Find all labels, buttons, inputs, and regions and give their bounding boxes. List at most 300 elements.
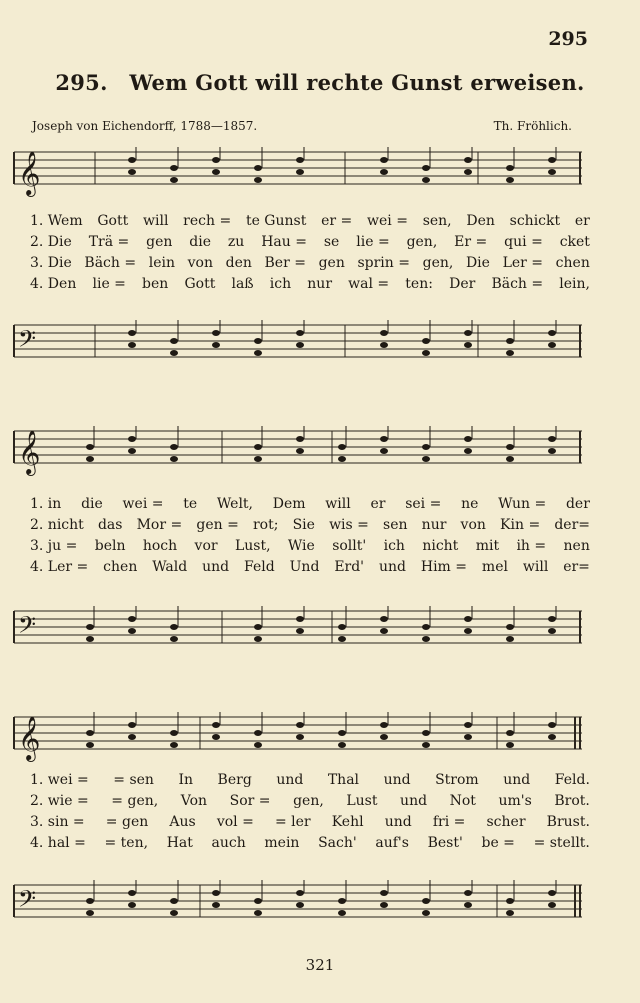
treble-staff-1 (0, 147, 640, 197)
lyric-syllable: auf's (375, 835, 409, 851)
lyric-syllable: 1. in (30, 496, 62, 512)
lyric-syllable: Welt, (216, 496, 253, 512)
notehead (254, 350, 262, 356)
notehead (422, 636, 430, 642)
lyric-syllable: Best' (427, 835, 463, 851)
notehead (464, 330, 472, 336)
notehead (86, 444, 94, 450)
notehead (254, 456, 262, 462)
notehead (212, 330, 220, 336)
lyric-syllable: Brust. (546, 814, 590, 830)
lyric-syllable: 4. Den (30, 276, 77, 292)
notehead (422, 742, 430, 748)
notehead (506, 730, 514, 736)
notehead (212, 734, 220, 740)
lyric-syllable: Gott (184, 276, 216, 292)
lyric-syllable: 2. Die (30, 234, 72, 250)
lyric-syllable: und (503, 772, 531, 788)
lyric-syllable: lie = (92, 276, 126, 292)
notehead (212, 342, 220, 348)
notehead (422, 910, 430, 916)
bass-staff-2 (0, 606, 640, 656)
notehead (212, 157, 220, 163)
notehead (422, 350, 430, 356)
notehead (548, 890, 556, 896)
notehead (338, 636, 346, 642)
lyric-syllable: Der (449, 276, 476, 292)
lyric-syllable: be = (481, 835, 515, 851)
notehead (506, 910, 514, 916)
notehead (128, 890, 136, 896)
lyric-syllable: Die (465, 255, 490, 271)
notehead (170, 742, 178, 748)
verse-line (30, 515, 590, 536)
lyric-syllable: 4. Ler = (30, 559, 89, 575)
lyric-syllable: ten: (405, 276, 433, 292)
lyric-syllable: mel (481, 559, 508, 575)
composer: Th. Fröhlich. (493, 119, 572, 133)
notehead (254, 742, 262, 748)
notehead (422, 338, 430, 344)
notehead (464, 902, 472, 908)
notehead (380, 734, 388, 740)
notehead (254, 165, 262, 171)
lyric-syllable: und (384, 814, 412, 830)
notehead (380, 330, 388, 336)
lyric-syllable: rot; (252, 517, 279, 533)
notehead (86, 624, 94, 630)
lyric-syllable: sollt' (332, 538, 367, 554)
notehead (422, 730, 430, 736)
lyric-syllable: er (370, 496, 386, 512)
lyric-syllable: 2. wie = (30, 793, 89, 809)
notehead (128, 436, 136, 442)
treble-clef-icon: 𝄞 (18, 430, 41, 474)
lyric-syllable: wei = (122, 496, 164, 512)
notehead (128, 616, 136, 622)
notehead (86, 910, 94, 916)
notehead (296, 169, 304, 175)
lyric-syllable: lie = (356, 234, 390, 250)
notehead (506, 898, 514, 904)
lyric-syllable: nur (421, 517, 447, 533)
lyric-syllable: Not (449, 793, 476, 809)
notehead (380, 169, 388, 175)
hymn-title: Wem Gott will rechte Gunst erweisen. (129, 70, 585, 95)
verse-line (30, 253, 590, 274)
notehead (296, 436, 304, 442)
lyric-syllable: Erd' (334, 559, 365, 575)
lyric-syllable: Ler = (502, 255, 544, 271)
notehead (380, 902, 388, 908)
notehead (338, 456, 346, 462)
lyric-syllable: 4. hal = (30, 835, 86, 851)
lyric-syllable: Dem (272, 496, 306, 512)
lyric-syllable: se (323, 234, 340, 250)
notehead (254, 177, 262, 183)
lyric-syllable: mit (475, 538, 500, 554)
notehead (338, 624, 346, 630)
lyric-syllable: will (325, 496, 351, 512)
notehead (86, 898, 94, 904)
lyric-syllable: Trä = (88, 234, 130, 250)
notehead (380, 448, 388, 454)
notehead (170, 177, 178, 183)
lyric-syllable: gen, (293, 793, 324, 809)
lyric-syllable: ih = (516, 538, 547, 554)
lyric-syllable: Sor = (229, 793, 271, 809)
lyric-syllable: von (187, 255, 213, 271)
notehead (128, 902, 136, 908)
lyric-syllable: ben (142, 276, 169, 292)
treble-clef-icon: 𝄞 (18, 151, 41, 195)
lyric-syllable: = gen (105, 814, 149, 830)
notehead (296, 448, 304, 454)
lyric-syllable: und (400, 793, 428, 809)
notehead (170, 165, 178, 171)
bass-staff-3 (0, 880, 640, 930)
bass-clef-icon: 𝄢 (18, 325, 37, 358)
notehead (254, 338, 262, 344)
notehead (128, 157, 136, 163)
notehead (548, 157, 556, 163)
lyric-syllable: Und (289, 559, 320, 575)
verse-line (30, 232, 590, 253)
notehead (422, 165, 430, 171)
lyric-syllable: die (189, 234, 212, 250)
lyric-syllable: gen (146, 234, 173, 250)
lyric-syllable: 3. ju = (30, 538, 78, 554)
lyric-syllable: gen (318, 255, 345, 271)
notehead (296, 722, 304, 728)
lyric-syllable: Him = (420, 559, 468, 575)
notehead (296, 342, 304, 348)
lyric-syllable: von (460, 517, 486, 533)
verse-line (30, 211, 590, 232)
lyric-syllable: will (522, 559, 549, 575)
notehead (170, 730, 178, 736)
notehead (380, 616, 388, 622)
notehead (86, 730, 94, 736)
bass-clef-icon: 𝄢 (18, 611, 37, 644)
verse-block-2 (30, 494, 590, 578)
notehead (464, 169, 472, 175)
notehead (548, 169, 556, 175)
notehead (380, 342, 388, 348)
lyric-syllable: zu (227, 234, 245, 250)
notehead (128, 342, 136, 348)
notehead (296, 330, 304, 336)
lyric-syllable: 3. sin = (30, 814, 85, 830)
lyric-syllable: Bäch = (84, 255, 137, 271)
text-author: Joseph von Eichendorff, 1788—1857. (32, 119, 258, 133)
notehead (548, 628, 556, 634)
notehead (86, 742, 94, 748)
lyric-syllable: und (378, 559, 406, 575)
lyric-syllable: ich (269, 276, 292, 292)
notehead (128, 330, 136, 336)
hymn-number: 295. (55, 70, 108, 95)
notehead (464, 157, 472, 163)
lyric-syllable: chen (103, 559, 138, 575)
lyric-syllable: sen (383, 517, 408, 533)
lyric-syllable: Er = (454, 234, 488, 250)
notehead (170, 444, 178, 450)
notehead (338, 730, 346, 736)
lyric-syllable: Den (466, 213, 495, 229)
lyric-syllable: 2. nicht (30, 517, 84, 533)
lyric-syllable: scher (486, 814, 526, 830)
notehead (464, 616, 472, 622)
verse-line (30, 833, 590, 854)
lyric-syllable: 1. wei = (30, 772, 89, 788)
lyric-syllable: hoch (142, 538, 178, 554)
notehead (128, 448, 136, 454)
lyric-syllable: Sach' (318, 835, 357, 851)
lyric-syllable: schickt (509, 213, 561, 229)
notehead (254, 624, 262, 630)
lyric-syllable: laß (231, 276, 254, 292)
notehead (170, 636, 178, 642)
notehead (548, 902, 556, 908)
lyric-syllable: Von (180, 793, 208, 809)
lyric-syllable: der= (554, 517, 590, 533)
treble-staff-2 (0, 426, 640, 476)
lyric-syllable: 1. Wem (30, 213, 83, 229)
lyric-syllable: Strom (435, 772, 479, 788)
lyric-syllable: sprin = (357, 255, 410, 271)
lyric-syllable: Kin = (500, 517, 541, 533)
notehead (506, 350, 514, 356)
verse-line (30, 557, 590, 578)
lyric-syllable: gen, (422, 255, 454, 271)
notehead (506, 636, 514, 642)
notehead (548, 722, 556, 728)
lyric-syllable: fri = (432, 814, 466, 830)
notehead (506, 165, 514, 171)
lyric-syllable: und (383, 772, 411, 788)
lyric-syllable: Bäch = (491, 276, 544, 292)
lyric-syllable: Feld. (554, 772, 590, 788)
lyric-syllable: wei = (367, 213, 408, 229)
lyric-syllable: lein (148, 255, 175, 271)
lyric-syllable: ne (461, 496, 479, 512)
lyric-syllable: Lust, (234, 538, 271, 554)
lyric-syllable: vol = (216, 814, 254, 830)
lyric-syllable: rech = (183, 213, 232, 229)
lyric-syllable: Kehl (331, 814, 364, 830)
lyric-syllable: und (202, 559, 230, 575)
notehead (254, 910, 262, 916)
notehead (506, 624, 514, 630)
notehead (338, 898, 346, 904)
verse-block-1 (30, 211, 590, 295)
credits (32, 119, 572, 133)
lyric-syllable: nicht (422, 538, 459, 554)
notehead (506, 456, 514, 462)
bass-clef-icon: 𝄢 (18, 885, 37, 918)
notehead (422, 456, 430, 462)
verse-line (30, 536, 590, 557)
notehead (212, 902, 220, 908)
lyric-syllable: ich (383, 538, 405, 554)
notehead (128, 169, 136, 175)
notehead (464, 734, 472, 740)
lyric-syllable: In (178, 772, 194, 788)
notehead (548, 734, 556, 740)
lyric-syllable: und (276, 772, 304, 788)
notehead (548, 436, 556, 442)
notehead (128, 628, 136, 634)
lyric-syllable: lein, (559, 276, 590, 292)
notehead (464, 436, 472, 442)
lyric-syllable: te (183, 496, 198, 512)
notehead (422, 624, 430, 630)
lyric-syllable: beln (94, 538, 126, 554)
lyric-syllable: um's (498, 793, 532, 809)
notehead (170, 624, 178, 630)
notehead (338, 910, 346, 916)
lyric-syllable: te Gunst (245, 213, 307, 229)
notehead (338, 444, 346, 450)
lyric-syllable: Mor = (136, 517, 183, 533)
notehead (86, 456, 94, 462)
lyric-syllable: Hau = (261, 234, 307, 250)
lyric-syllable: Thal (327, 772, 360, 788)
lyric-syllable: qui = (504, 234, 543, 250)
lyric-syllable: das (97, 517, 123, 533)
notehead (170, 910, 178, 916)
notehead (128, 734, 136, 740)
notehead (422, 177, 430, 183)
notehead (170, 898, 178, 904)
lyric-syllable: Aus (169, 814, 196, 830)
notehead (548, 330, 556, 336)
lyric-syllable: = gen, (111, 793, 159, 809)
notehead (464, 628, 472, 634)
lyric-syllable: wal = (348, 276, 390, 292)
lyric-syllable: Berg (217, 772, 252, 788)
lyric-syllable: der (565, 496, 590, 512)
treble-clef-icon: 𝄞 (18, 716, 41, 760)
lyric-syllable: Feld (244, 559, 275, 575)
lyric-syllable: chen (555, 255, 590, 271)
verse-line (30, 770, 590, 791)
lyric-syllable: er (574, 213, 590, 229)
notehead (170, 338, 178, 344)
notehead (506, 177, 514, 183)
lyric-syllable: er= (563, 559, 590, 575)
lyric-syllable: = ler (274, 814, 311, 830)
bass-staff-1 (0, 320, 640, 370)
lyric-syllable: Ber = (264, 255, 306, 271)
notehead (212, 169, 220, 175)
lyric-syllable: nur (307, 276, 333, 292)
lyric-syllable: vor (194, 538, 218, 554)
page-number: 295 (548, 28, 588, 50)
lyric-syllable: gen = (196, 517, 239, 533)
notehead (86, 636, 94, 642)
notehead (380, 722, 388, 728)
notehead (254, 444, 262, 450)
notehead (296, 734, 304, 740)
notehead (212, 890, 220, 896)
notehead (254, 730, 262, 736)
verse-line (30, 791, 590, 812)
notehead (338, 742, 346, 748)
lyric-syllable: wis = (329, 517, 369, 533)
notehead (506, 742, 514, 748)
footer-page-number: 321 (305, 956, 335, 974)
notehead (548, 342, 556, 348)
lyric-syllable: die (81, 496, 103, 512)
lyric-syllable: cket (559, 234, 590, 250)
lyric-syllable: Hat (166, 835, 193, 851)
notehead (212, 722, 220, 728)
notehead (506, 338, 514, 344)
notehead (296, 616, 304, 622)
notehead (464, 448, 472, 454)
lyric-syllable: Gott (97, 213, 129, 229)
notehead (464, 722, 472, 728)
verse-line (30, 494, 590, 515)
notehead (380, 436, 388, 442)
lyric-syllable: will (143, 213, 169, 229)
treble-staff-3 (0, 712, 640, 762)
notehead (254, 636, 262, 642)
lyric-syllable: sei = (405, 496, 442, 512)
lyric-syllable: auch (211, 835, 246, 851)
notehead (296, 628, 304, 634)
verse-block-3 (30, 770, 590, 854)
notehead (422, 898, 430, 904)
lyric-syllable: = ten, (104, 835, 149, 851)
lyric-syllable: Lust (346, 793, 378, 809)
hymn-title-line (0, 70, 640, 95)
verse-line (30, 812, 590, 833)
notehead (548, 448, 556, 454)
notehead (254, 898, 262, 904)
notehead (464, 342, 472, 348)
notehead (380, 628, 388, 634)
notehead (506, 444, 514, 450)
lyric-syllable: Wald (152, 559, 188, 575)
notehead (170, 456, 178, 462)
notehead (296, 157, 304, 163)
lyric-syllable: er = (321, 213, 353, 229)
lyric-syllable: Sie (292, 517, 315, 533)
notehead (422, 444, 430, 450)
lyric-syllable: Brot. (554, 793, 590, 809)
notehead (380, 157, 388, 163)
lyric-syllable: nen (563, 538, 590, 554)
notehead (128, 722, 136, 728)
lyric-syllable: sen, (422, 213, 452, 229)
notehead (296, 890, 304, 896)
lyric-syllable: gen, (406, 234, 438, 250)
lyric-syllable: Wun = (498, 496, 547, 512)
notehead (296, 902, 304, 908)
lyric-syllable: = sen (113, 772, 154, 788)
notehead (548, 616, 556, 622)
notehead (464, 890, 472, 896)
lyric-syllable: mein (264, 835, 300, 851)
notehead (380, 890, 388, 896)
notehead (170, 350, 178, 356)
lyric-syllable: den (225, 255, 252, 271)
lyric-syllable: Wie (287, 538, 315, 554)
lyric-syllable: = stellt. (533, 835, 590, 851)
